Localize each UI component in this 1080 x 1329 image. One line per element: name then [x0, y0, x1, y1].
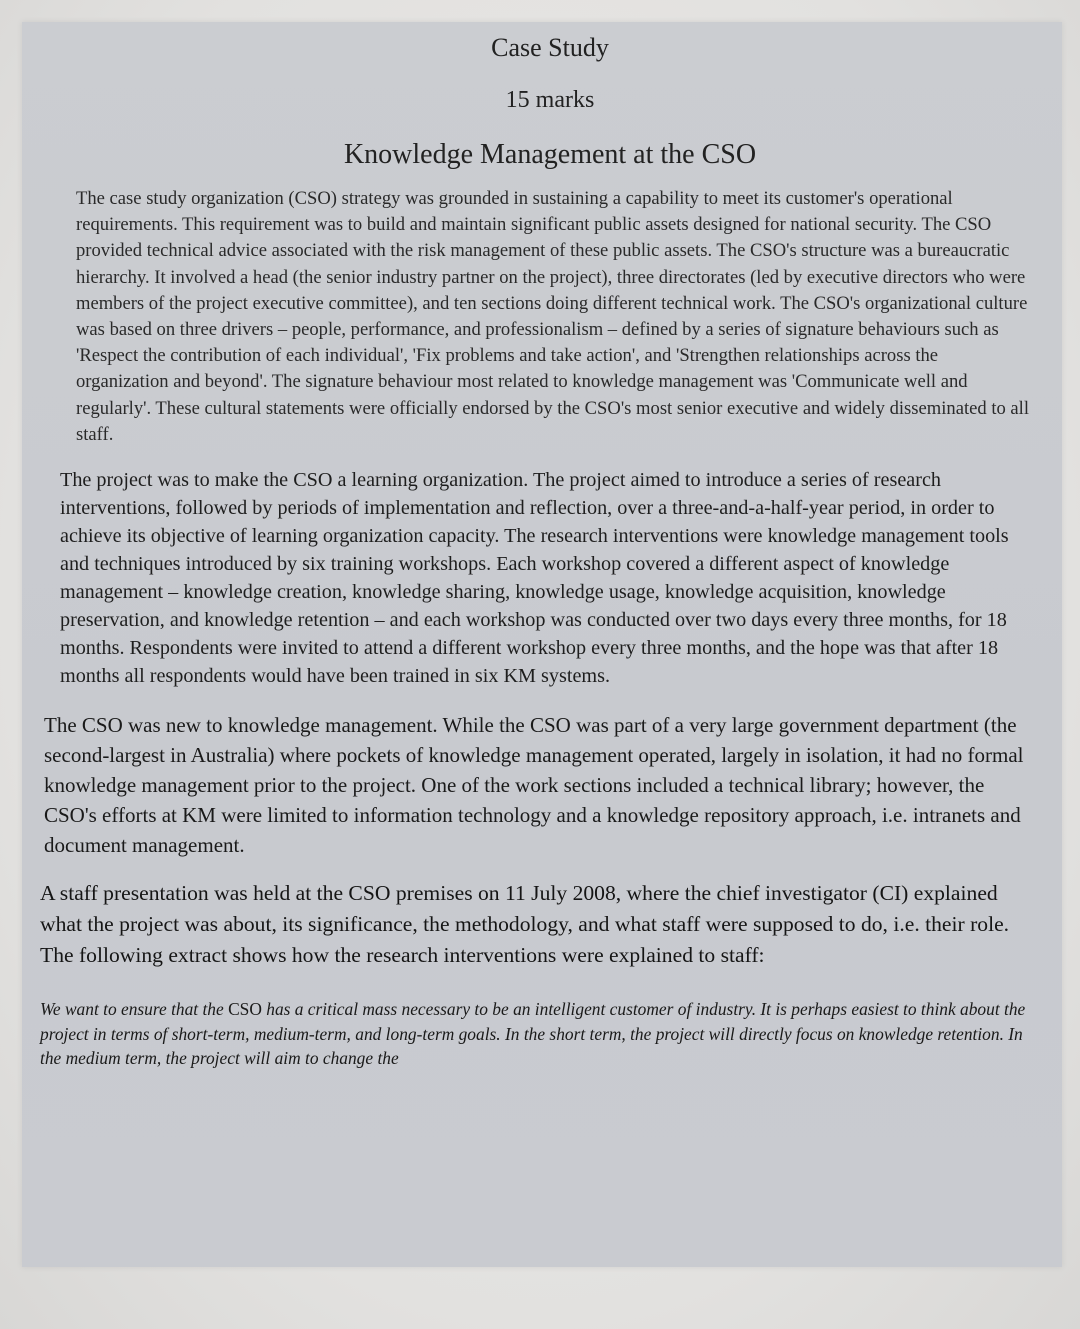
quote-text-rest: has a critical mass necessary to be an intelligent customer of industry. It is perhaps easiest to think about the project in terms of short-term, medium-term, and long-term goals. In the short term, the project will directly focus on knowledge retention. In the medium term, the project will aim to change the	[40, 999, 1026, 1069]
paragraph-presentation: A staff presentation was held at the CSO premises on 11 July 2008, where the chief investigator (CI) explained what the project was about, its significance, the methodology, and what staff were supposed to do, i.e. their role. The following extract shows how the research interventions were explained to staff:	[40, 881, 1010, 968]
marks-label: 15 marks	[505, 87, 595, 113]
document-title: Knowledge Management at the CSO	[343, 139, 757, 170]
document-content	[40, 22, 1040, 1071]
paragraph-km-status: The CSO was new to knowledge management. While the CSO was part of a very large government department (the second-largest in Australia) where pockets of knowledge management operated, largely in isolation, it had no formal knowledge management prior to the project. One of the work sections included a technical library; however, the CSO's efforts at KM were limited to information technology and a knowledge repository approach, i.e. intranets and document management.	[44, 713, 1024, 858]
paragraph-organization: The case study organization (CSO) strategy was grounded in sustaining a capability to meet its customer's operational requirements. This requirement was to build and maintain significant public assets designed for national security. The CSO provided technical advice associated with the risk management of these public assets. The CSO's structure was a bureaucratic hierarchy. It involved a head (the senior industry partner on the project), three directorates (led by executive directors who were members of the project executive committee), and ten sections doing different technical work. The CSO's organizational culture was based on three drivers – people, performance, and professionalism – defined by a series of signature behaviours such as 'Respect the contribution of each individual', 'Fix problems and take action', and 'Strengthen relationships across the organization and beyond'. The signature behaviour most related to knowledge management was 'Communicate well and regularly'. These cultural statements were officially endorsed by the CSO's most senior executive and widely disseminated to all staff.	[76, 188, 1030, 445]
document-page	[22, 22, 1062, 1267]
document-heading: Case Study	[491, 33, 609, 62]
quote-text-start: We want to ensure that the	[40, 999, 229, 1020]
quote-cso: CSO	[228, 999, 262, 1020]
quoted-extract	[40, 997, 1040, 1071]
paragraph-project: The project was to make the CSO a learning organization. The project aimed to introduce a series of research interventions, followed by periods of implementation and reflection, over a three-and-a-half-year period, in order to achieve its objective of learning organization capacity. The research interventions were knowledge management tools and techniques introduced by six training workshops. Each workshop covered a different aspect of knowledge management – knowledge creation, knowledge sharing, knowledge usage, knowledge acquisition, knowledge preservation, and knowledge retention – and each workshop was conducted over two days every three months, for 18 months. Respondents were invited to attend a different workshop every three months, and the hope was that after 18 months all respondents would have been trained in six KM systems.	[60, 469, 1009, 688]
